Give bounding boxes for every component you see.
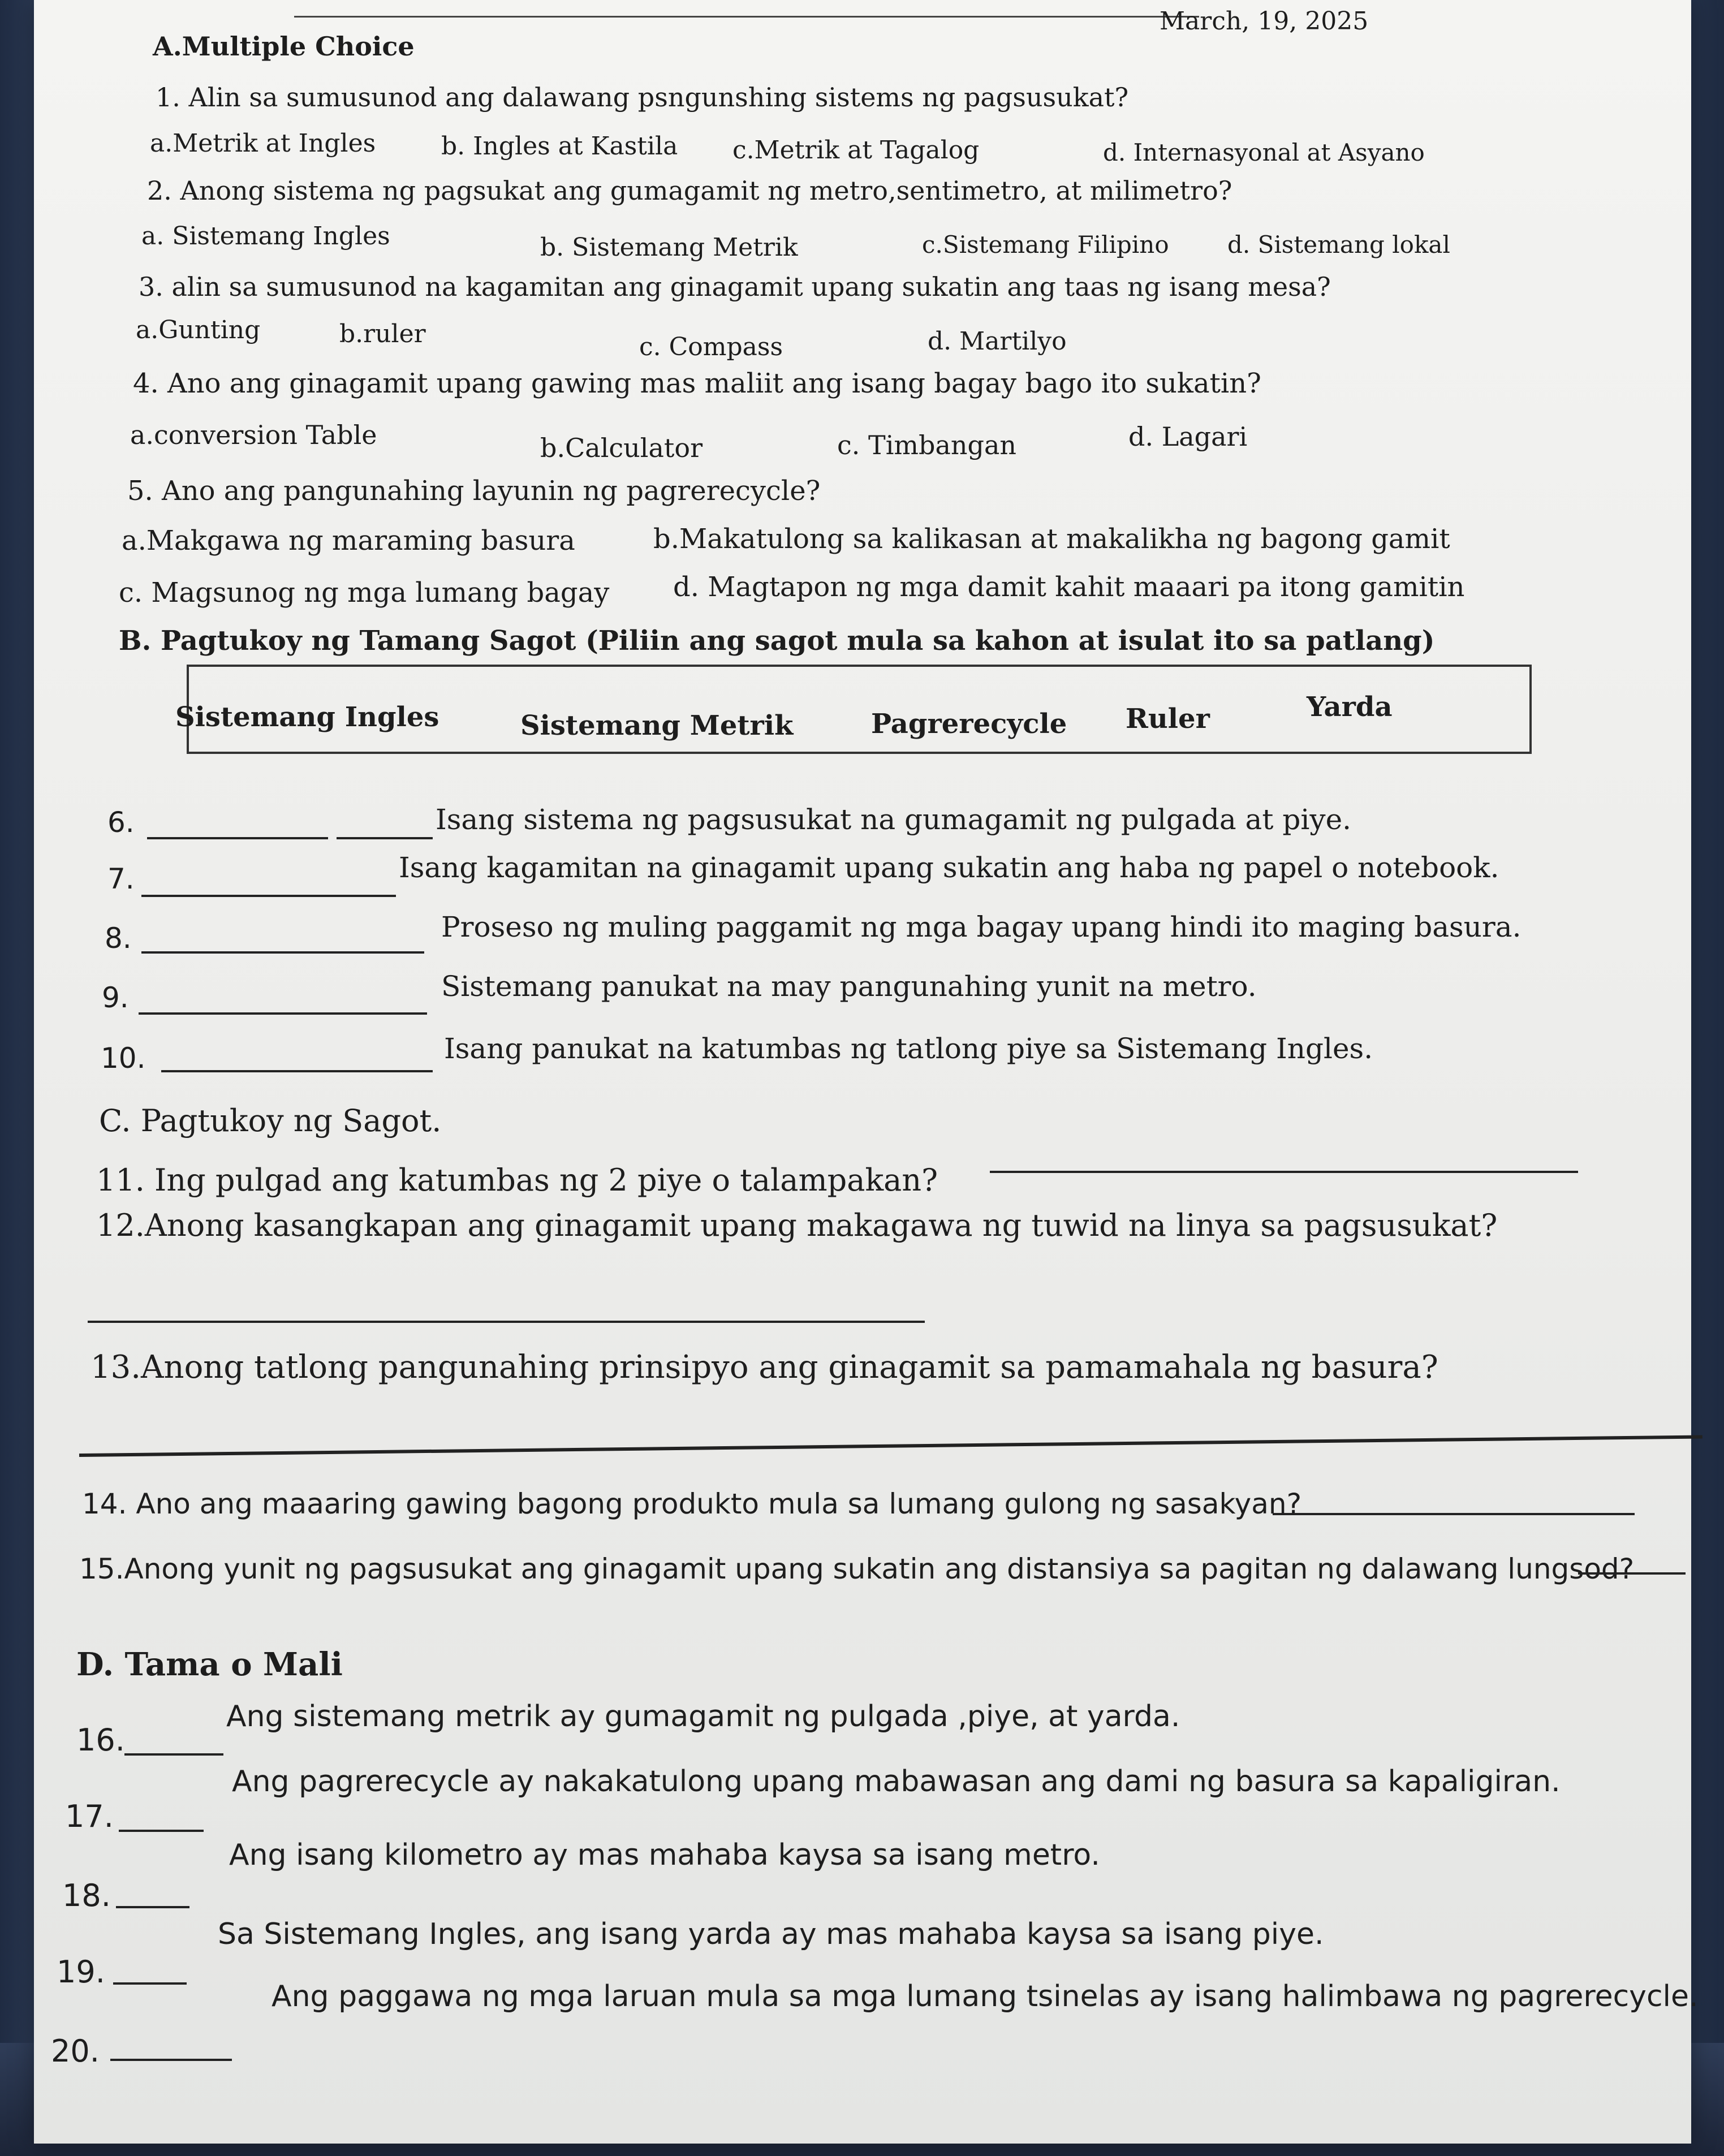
question-5: 5. Ano ang pangunahing layunin ng pagrerecycle? [127, 475, 821, 507]
tf-item-17-text: Ang pagrerecycle ay nakakatulong upang mabawasan ang dami ng basura sa kapaligiran. [232, 1765, 1561, 1799]
q2-choice-b: b. Sistemang Metrik [540, 233, 798, 262]
q4-choice-c: c. Timbangan [837, 430, 1017, 460]
identify-question-12: 12.Anong kasangkapan ang ginagamit upang makagawa ng tuwid na linya sa pagsusukat? [96, 1208, 1498, 1243]
fill-item-10-text: Isang panukat na katumbas ng tatlong piye sa Sistemang Ingles. [444, 1032, 1373, 1065]
tf-item-17-number: 17. [65, 1799, 114, 1834]
word-bank-item-yarda: Yarda [1307, 691, 1393, 723]
fill-item-8-text: Proseso ng muling paggamit ng mga bagay upang hindi ito maging basura. [441, 911, 1522, 943]
q3-choice-d: d. Martilyo [928, 327, 1067, 356]
fill-item-6-blank-b[interactable] [337, 837, 433, 839]
fill-item-9-blank[interactable] [139, 1012, 427, 1015]
question-2: 2. Anong sistema ng pagsukat ang gumagamit ng metro,sentimetro, at milimetro? [147, 175, 1232, 206]
q1-choice-d: d. Internasyonal at Asyano [1103, 139, 1425, 166]
identify-answer-15-line[interactable] [1578, 1572, 1686, 1575]
identify-answer-12-line[interactable] [88, 1321, 925, 1323]
section-b-title: B. Pagtukoy ng Tamang Sagot (Piliin ang sagot mula sa kahon at isulat ito sa patlang) [119, 625, 1435, 657]
identify-answer-11-line[interactable] [990, 1171, 1578, 1173]
tf-item-19-number: 19. [57, 1954, 105, 1990]
tf-item-16-text: Ang sistemang metrik ay gumagamit ng pulgada ,piye, at yarda. [226, 1700, 1180, 1734]
q4-choice-d: d. Lagari [1128, 421, 1248, 452]
tf-item-17-blank[interactable] [119, 1830, 204, 1832]
fill-item-7-number: 7. [107, 863, 135, 895]
word-bank-item-metrik: Sistemang Metrik [520, 710, 794, 741]
tf-item-20-number: 20. [51, 2033, 100, 2069]
section-d-title: D. Tama o Mali [76, 1646, 343, 1683]
fill-item-7-blank[interactable] [141, 895, 396, 897]
q4-choice-b: b.Calculator [540, 433, 703, 463]
q2-choice-d: d. Sistemang lokal [1227, 231, 1450, 258]
fill-item-10-number: 10. [101, 1042, 146, 1075]
tf-item-19-text: Sa Sistemang Ingles, ang isang yarda ay mas mahaba kaysa sa isang piye. [218, 1917, 1324, 1951]
q2-choice-c: c.Sistemang Filipino [922, 231, 1169, 258]
worksheet-paper [34, 0, 1699, 2144]
tf-item-20-blank[interactable] [110, 2059, 232, 2061]
date-text: March, 19, 2025 [1160, 7, 1369, 36]
question-1: 1. Alin sa sumusunod ang dalawang psngunshing sistems ng pagsusukat? [156, 82, 1129, 113]
section-a-title: A.Multiple Choice [153, 31, 415, 62]
identify-question-14: 14. Ano ang maaaring gawing bagong produkto mula sa lumang gulong ng sasakyan? [82, 1487, 1302, 1520]
tf-item-18-text: Ang isang kilometro ay mas mahaba kaysa sa isang metro. [229, 1838, 1100, 1872]
tf-item-19-blank[interactable] [113, 1982, 187, 1985]
q1-choice-b: b. Ingles at Kastila [441, 132, 678, 161]
q5-choice-b: b.Makatulong sa kalikasan at makalikha ng bagong gamit [653, 523, 1450, 555]
tf-item-18-blank[interactable] [116, 1906, 189, 1908]
q5-choice-a: a.Makgawa ng maraming basura [122, 525, 575, 557]
q4-choice-a: a.conversion Table [130, 420, 377, 450]
identify-question-13: 13.Anong tatlong pangunahing prinsipyo ang ginagamit sa pamamahala ng basura? [90, 1349, 1438, 1386]
q5-choice-d: d. Magtapon ng mga damit kahit maaari pa itong gamitin [673, 571, 1465, 603]
fill-item-8-blank[interactable] [141, 951, 424, 954]
fill-item-10-blank[interactable] [161, 1070, 433, 1072]
fill-item-7-text: Isang kagamitan na ginagamit upang sukatin ang haba ng papel o notebook. [399, 851, 1499, 884]
question-4: 4. Ano ang ginagamit upang gawing mas maliit ang isang bagay bago ito sukatin? [133, 368, 1261, 399]
q3-choice-b: b.ruler [339, 320, 426, 348]
tf-item-16-blank[interactable] [124, 1753, 223, 1756]
fill-item-6-text: Isang sistema ng pagsusukat na gumagamit ng pulgada at piye. [436, 803, 1352, 836]
tf-item-16-number: 16. [76, 1722, 125, 1758]
word-bank-item-ingles: Sistemang Ingles [175, 701, 439, 733]
identify-question-11: 11. Ing pulgad ang katumbas ng 2 piye o talampakan? [96, 1162, 938, 1198]
fill-item-6-blank[interactable] [147, 837, 328, 839]
tf-item-20-text: Ang paggawa ng mga laruan mula sa mga lumang tsinelas ay isang halimbawa ng pagrerecycle. [271, 1980, 1699, 2013]
q3-choice-a: a.Gunting [136, 316, 261, 344]
fill-item-8-number: 8. [105, 922, 132, 955]
tf-item-18-number: 18. [62, 1878, 111, 1913]
identify-answer-14-line[interactable] [1273, 1513, 1635, 1515]
word-bank-item-ruler: Ruler [1126, 703, 1210, 735]
section-c-title: C. Pagtukoy ng Sagot. [99, 1103, 442, 1139]
fill-item-6-number: 6. [107, 806, 135, 839]
header-rule [294, 16, 1199, 18]
q5-choice-c: c. Magsunog ng mga lumang bagay [119, 577, 610, 609]
q3-choice-c: c. Compass [639, 333, 783, 361]
fill-item-9-number: 9. [102, 981, 129, 1014]
q1-choice-a: a.Metrik at Ingles [150, 129, 376, 158]
q1-choice-c: c.Metrik at Tagalog [732, 136, 980, 165]
q2-choice-a: a. Sistemang Ingles [141, 222, 390, 251]
fill-item-9-text: Sistemang panukat na may pangunahing yunit na metro. [441, 970, 1257, 1003]
question-3: 3. alin sa sumusunod na kagamitan ang ginagamit upang sukatin ang taas ng isang mesa? [139, 271, 1331, 302]
identify-question-15: 15.Anong yunit ng pagsusukat ang ginagamit upang sukatin ang distansiya sa pagitan ng dalawang lungsod? [79, 1553, 1635, 1585]
identify-answer-13-line[interactable] [79, 1435, 1703, 1457]
word-bank-item-pagrerecycle: Pagrerecycle [871, 708, 1067, 740]
